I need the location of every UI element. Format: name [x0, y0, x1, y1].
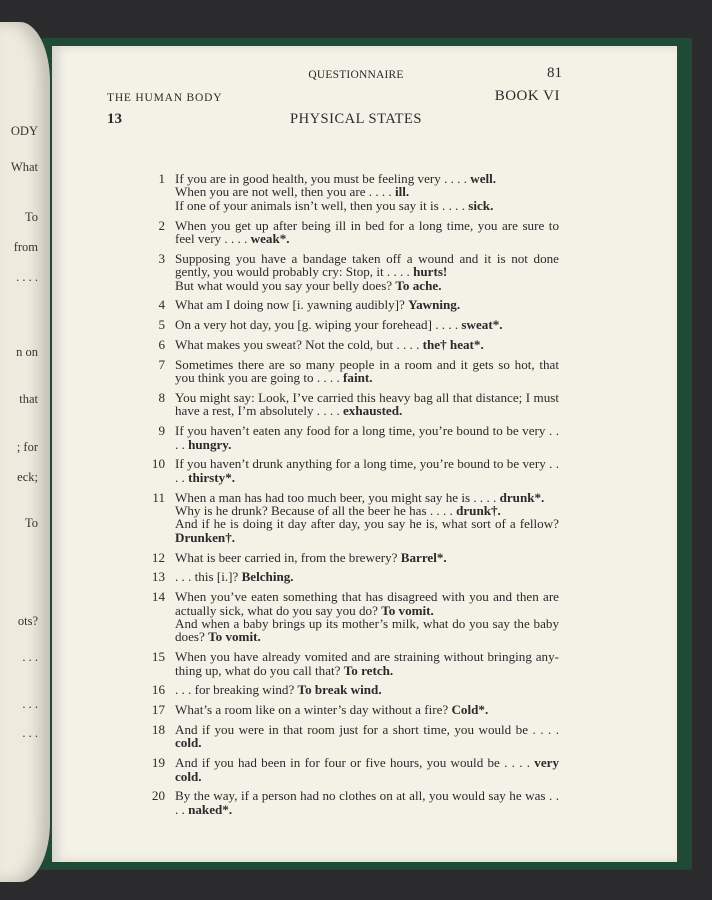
question-line [175, 338, 559, 351]
answer-text: sick. [468, 197, 494, 213]
question-line [175, 424, 559, 451]
question-line [175, 457, 559, 484]
question-line [175, 590, 559, 617]
question-text: By the way, if a person had no clothes on at all, you would say he was . . . . [175, 788, 559, 817]
question-text: And if you had been in for four or five hours, you would be . . . . [175, 755, 535, 771]
question-text: But what would you say your belly does? [175, 277, 396, 293]
question-item [0, 491, 712, 545]
question-text: When you are not well, then you are . . . . [175, 184, 395, 200]
question-text: If one of your animals isn’t well, then you say it is . . . . [175, 197, 469, 213]
answer-text: To retch. [343, 662, 394, 678]
question-number: 17 [151, 702, 165, 718]
question-text: What is beer carried in, from the brewery? [175, 549, 401, 565]
question-item [0, 650, 712, 677]
question-text: What makes you sweat? Not the cold, but . . . . [175, 337, 423, 353]
answer-text: ill. [394, 184, 410, 200]
question-line [175, 570, 559, 583]
question-text: When a man has had too much beer, you might say he is . . . . [175, 489, 500, 505]
question-item [0, 570, 712, 583]
question-line [175, 789, 559, 816]
section-title: THE HUMAN BODY [107, 92, 223, 104]
question-item [0, 789, 712, 816]
question-item [0, 551, 712, 564]
question-line [175, 252, 559, 279]
answer-text: Belching. [241, 569, 294, 585]
left-page-fragment: from [13, 240, 38, 254]
question-line [175, 318, 559, 331]
question-item [0, 723, 712, 750]
question-text: If you are in good health, you must be feeling very . . . . [175, 171, 471, 186]
left-page-fragment: . . . [22, 650, 38, 664]
answer-text: the† heat*. [422, 337, 484, 353]
question-text: And if you were in that room just for a short time, you would be . . . . [175, 722, 559, 738]
question-text: When you get up after being ill in bed for a long time, you are sure to feel very . . . . [175, 217, 559, 247]
question-number: 8 [158, 390, 165, 406]
question-line [175, 683, 559, 696]
chapter-title: PHYSICAL STATES [290, 111, 422, 127]
left-page-fragment: ; for [16, 440, 38, 454]
question-item [0, 172, 712, 212]
question-text: Why is he drunk? Because of all the beer he has . . . . [175, 503, 457, 519]
answer-text: Drunken†. [175, 529, 236, 545]
question-line [175, 358, 559, 385]
question-text: . . . this [i.]? [175, 569, 242, 585]
question-item [0, 424, 712, 451]
question-text: You might say: Look, I’ve carried this heavy bag all that distance; I must have a rest, I’m absolutely . . . . [175, 390, 559, 419]
question-number: 1 [158, 171, 165, 186]
question-line [175, 551, 559, 564]
answer-text: To ache. [395, 277, 442, 293]
question-number: 12 [151, 549, 165, 565]
question-line [175, 298, 559, 311]
question-line [175, 279, 559, 292]
question-number: 10 [151, 456, 165, 472]
answer-text: Barrel*. [400, 549, 447, 565]
answer-text: cold. [175, 735, 202, 751]
answer-text: sweat*. [461, 317, 503, 333]
question-line [175, 517, 559, 544]
question-line [175, 504, 559, 517]
book-label: BOOK VI [494, 88, 560, 104]
question-number: 7 [158, 356, 165, 372]
left-page-fragment: eck; [17, 470, 38, 484]
question-line [175, 756, 559, 783]
left-page-fragment: n on [16, 345, 38, 359]
question-number: 4 [158, 297, 165, 313]
question-item [0, 358, 712, 385]
answer-text: Yawning. [408, 297, 461, 313]
answer-text: naked*. [188, 801, 233, 817]
question-number: 11 [152, 489, 165, 505]
question-number: 14 [151, 589, 165, 605]
question-line [175, 650, 559, 677]
answer-text: drunk†. [456, 503, 501, 519]
answer-text: hurts! [413, 264, 448, 280]
question-text: If you haven’t drunk anything for a long time, you’re bound to be very . . . . [175, 456, 559, 485]
question-text: On a very hot day, you [g. wiping your forehead] . . . . [175, 317, 462, 333]
left-page-fragment: that [19, 392, 38, 406]
answer-text: exhausted. [343, 403, 403, 419]
question-item [0, 457, 712, 484]
question-text: What’s a room like on a winter’s day without a fire? [175, 702, 452, 718]
question-number: 15 [151, 649, 165, 665]
question-item [0, 703, 712, 716]
left-page-fragment: What [10, 160, 38, 174]
question-item [0, 590, 712, 644]
left-page-fragment: To [24, 210, 38, 224]
chapter-number: 13 [107, 111, 122, 127]
question-list [0, 172, 712, 823]
question-text: Supposing you have a bandage taken off a wound and it is not done gently, you would probably cry: Stop, it . . . . [175, 250, 559, 280]
question-number: 3 [158, 250, 165, 266]
question-text: What am I doing now [i. yawning audibly]? [175, 297, 409, 313]
answer-text: To vomit. [381, 602, 434, 618]
question-item [0, 298, 712, 311]
question-line [175, 219, 559, 246]
question-item [0, 318, 712, 331]
question-text: And when a baby brings up its mother’s milk, what do you say the baby does? [175, 616, 559, 645]
left-page-fragment: ots? [17, 614, 38, 628]
question-text: When you’ve eaten something that has disagreed with you and then are actually sick, what do you say you do? [175, 589, 559, 618]
question-line [175, 199, 559, 212]
answer-text: hungry. [188, 436, 232, 452]
question-text: When you have already vomited and are straining without bringing any-thing up, what do you call that? [175, 649, 559, 678]
left-page-fragment: . . . [22, 726, 38, 740]
question-item [0, 391, 712, 418]
question-line [175, 185, 559, 198]
question-number: 2 [158, 217, 165, 233]
page-number: 81 [547, 65, 562, 81]
question-text: . . . for breaking wind? [175, 682, 298, 698]
question-item [0, 219, 712, 246]
question-number: 16 [151, 682, 165, 698]
answer-text: faint. [343, 370, 373, 386]
question-number: 18 [151, 722, 165, 738]
question-item [0, 683, 712, 696]
question-line [175, 391, 559, 418]
question-number: 6 [158, 337, 165, 353]
left-page-fragment: To [24, 516, 38, 530]
question-line [175, 491, 559, 504]
question-number: 5 [158, 317, 165, 333]
left-page-fragment: . . . . [16, 270, 38, 284]
answer-text: To vomit. [208, 629, 261, 645]
running-head: QUESTIONNAIRE [308, 69, 404, 81]
question-line [175, 617, 559, 644]
answer-text: drunk*. [499, 489, 545, 505]
question-item [0, 252, 712, 292]
question-number: 13 [151, 569, 165, 585]
question-line [175, 723, 559, 750]
question-number: 19 [151, 755, 165, 771]
answer-text: weak*. [250, 231, 290, 247]
answer-text: well. [470, 171, 497, 186]
question-item [0, 756, 712, 783]
answer-text: thirsty*. [188, 469, 236, 485]
left-page-fragment: ODY [10, 124, 38, 138]
answer-text: very cold. [175, 755, 559, 784]
answer-text: To break wind. [297, 682, 382, 698]
question-item [0, 338, 712, 351]
left-page-fragment: . . . [22, 697, 38, 711]
question-number: 9 [158, 423, 165, 439]
question-text: And if he is doing it day after day, you say he is, what sort of a fellow? [175, 516, 559, 532]
question-text: Sometimes there are so many people in a room and it gets so hot, that you think you are going to . . . . [175, 356, 559, 386]
question-number: 20 [151, 788, 165, 804]
question-text: If you haven’t eaten any food for a long time, you’re bound to be very . . . . [175, 423, 559, 452]
question-line [175, 172, 559, 185]
answer-text: Cold*. [451, 702, 489, 718]
question-line [175, 703, 559, 716]
